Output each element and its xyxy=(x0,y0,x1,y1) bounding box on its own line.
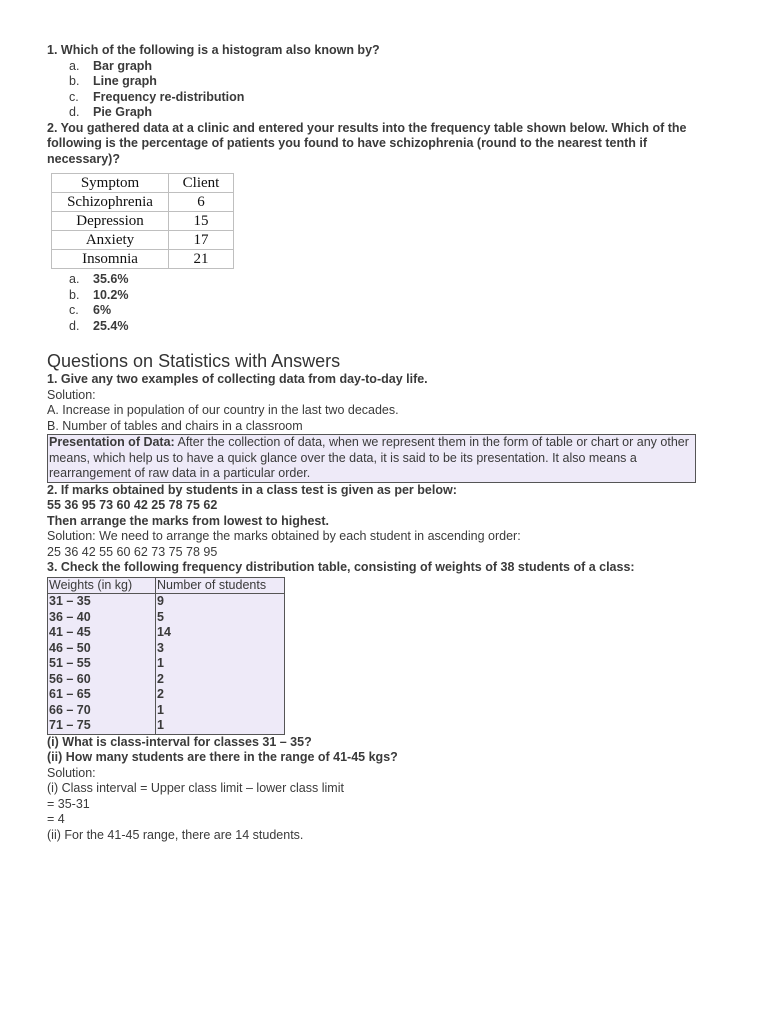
s1-answer-b: B. Number of tables and chairs in a classroom xyxy=(47,418,303,433)
note-label: Presentation of Data: xyxy=(49,435,175,449)
table-row xyxy=(48,594,285,610)
table-header-row xyxy=(52,174,234,193)
table-cell: 2 xyxy=(156,672,285,688)
table-row xyxy=(52,250,234,269)
table-cell: Schizophrenia xyxy=(52,193,169,212)
table-row xyxy=(52,212,234,231)
table-cell: 2 xyxy=(156,687,285,703)
s2-question: 2. If marks obtained by students in a class test is given as per below: xyxy=(47,482,457,497)
option: a. Bar graph xyxy=(69,58,153,73)
table-cell: 6 xyxy=(169,193,234,212)
table-cell: 66 – 70 xyxy=(48,703,156,719)
table-row xyxy=(48,672,285,688)
table-cell: 9 xyxy=(156,594,285,610)
note-text: After the collection of data, when we represent them in the form of table or chart or any other means, which help us to have a quick glance over the data, it is said to be its presentation. It also means a rearrangement of raw data in a particular order. xyxy=(49,435,689,480)
table-row xyxy=(48,641,285,657)
s3-sub-question-1: (i) What is class-interval for classes 31 – 35? xyxy=(47,734,312,749)
table-row xyxy=(52,193,234,212)
option: b. 10.2% xyxy=(69,287,129,302)
table-row xyxy=(48,703,285,719)
s2-instruction: Then arrange the marks from lowest to highest. xyxy=(47,513,330,528)
table-cell: 21 xyxy=(169,250,234,269)
option: d. Pie Graph xyxy=(69,105,153,119)
table-cell: 14 xyxy=(156,625,285,641)
document-page xyxy=(47,43,707,843)
table-row xyxy=(48,687,285,703)
table-cell: 5 xyxy=(156,610,285,626)
table-cell: 31 – 35 xyxy=(48,594,156,610)
table-row xyxy=(48,625,285,641)
table-cell: Anxiety xyxy=(52,231,169,250)
s2-solution: Solution: We need to arrange the marks obtained by each student in ascending order: xyxy=(47,529,521,543)
table-header-row xyxy=(48,577,285,594)
table-cell: 1 xyxy=(156,718,285,734)
table-row xyxy=(48,610,285,626)
table-row xyxy=(52,231,234,250)
option: b. Line graph xyxy=(69,74,157,88)
table-cell: 36 – 40 xyxy=(48,610,156,626)
s1-answer-a: A. Increase in population of our country in the last two decades. xyxy=(47,403,399,417)
table-header: Client xyxy=(169,174,234,193)
option: a. 35.6% xyxy=(69,272,129,286)
table-cell: 61 – 65 xyxy=(48,687,156,703)
s1-question: 1. Give any two examples of collecting data from day-to-day life. xyxy=(47,372,428,386)
table-cell: 1 xyxy=(156,656,285,672)
table-cell: Insomnia xyxy=(52,250,169,269)
table-cell: 3 xyxy=(156,641,285,657)
table-cell: 46 – 50 xyxy=(48,641,156,657)
q1-options xyxy=(47,59,707,121)
s2-sorted: 25 36 42 55 60 62 73 75 78 95 xyxy=(47,544,218,559)
s1-solution-label: Solution: xyxy=(47,387,96,402)
s3-question: 3. Check the following frequency distribution table, consisting of weights of 38 students of a class: xyxy=(47,560,635,574)
s3-answer-1: (i) Class interval = Upper class limit – lower class limit xyxy=(47,781,344,795)
s3-answer-4: (ii) For the 41-45 range, there are 14 students. xyxy=(47,827,304,842)
table-row xyxy=(48,718,285,734)
table-header: Number of students xyxy=(156,577,285,594)
weights-table xyxy=(47,577,285,735)
s3-answer-2: = 35-31 xyxy=(47,796,90,811)
q2-question: 2. You gathered data at a clinic and entered your results into the frequency table shown below. Which of the following is the percentage of patients you found to have schizophrenia (round to the nearest tenth if necessary)? xyxy=(47,120,687,166)
s3-sub-question-2: (ii) How many students are there in the range of 41-45 kgs? xyxy=(47,750,398,764)
q2-options xyxy=(47,272,707,334)
table-header: Symptom xyxy=(52,174,169,193)
table-header: Weights (in kg) xyxy=(48,577,156,594)
q1-question: 1. Which of the following is a histogram also known by? xyxy=(47,43,380,57)
s3-answer-3: = 4 xyxy=(47,812,65,826)
table-cell: 51 – 55 xyxy=(48,656,156,672)
table-cell: 15 xyxy=(169,212,234,231)
table-cell: 41 – 45 xyxy=(48,625,156,641)
symptom-table xyxy=(51,173,234,269)
s3-solution-label: Solution: xyxy=(47,765,96,780)
option: c. 6% xyxy=(69,303,112,317)
s2-marks: 55 36 95 73 60 42 25 78 75 62 xyxy=(47,498,218,512)
table-cell: 71 – 75 xyxy=(48,718,156,734)
table-cell: 17 xyxy=(169,231,234,250)
option: d. 25.4% xyxy=(69,318,129,333)
presentation-note xyxy=(47,434,696,483)
section-title: Questions on Statistics with Answers xyxy=(47,351,341,371)
table-row xyxy=(48,656,285,672)
option: c. Frequency re-distribution xyxy=(69,89,245,104)
table-cell: 1 xyxy=(156,703,285,719)
table-cell: 56 – 60 xyxy=(48,672,156,688)
table-cell: Depression xyxy=(52,212,169,231)
